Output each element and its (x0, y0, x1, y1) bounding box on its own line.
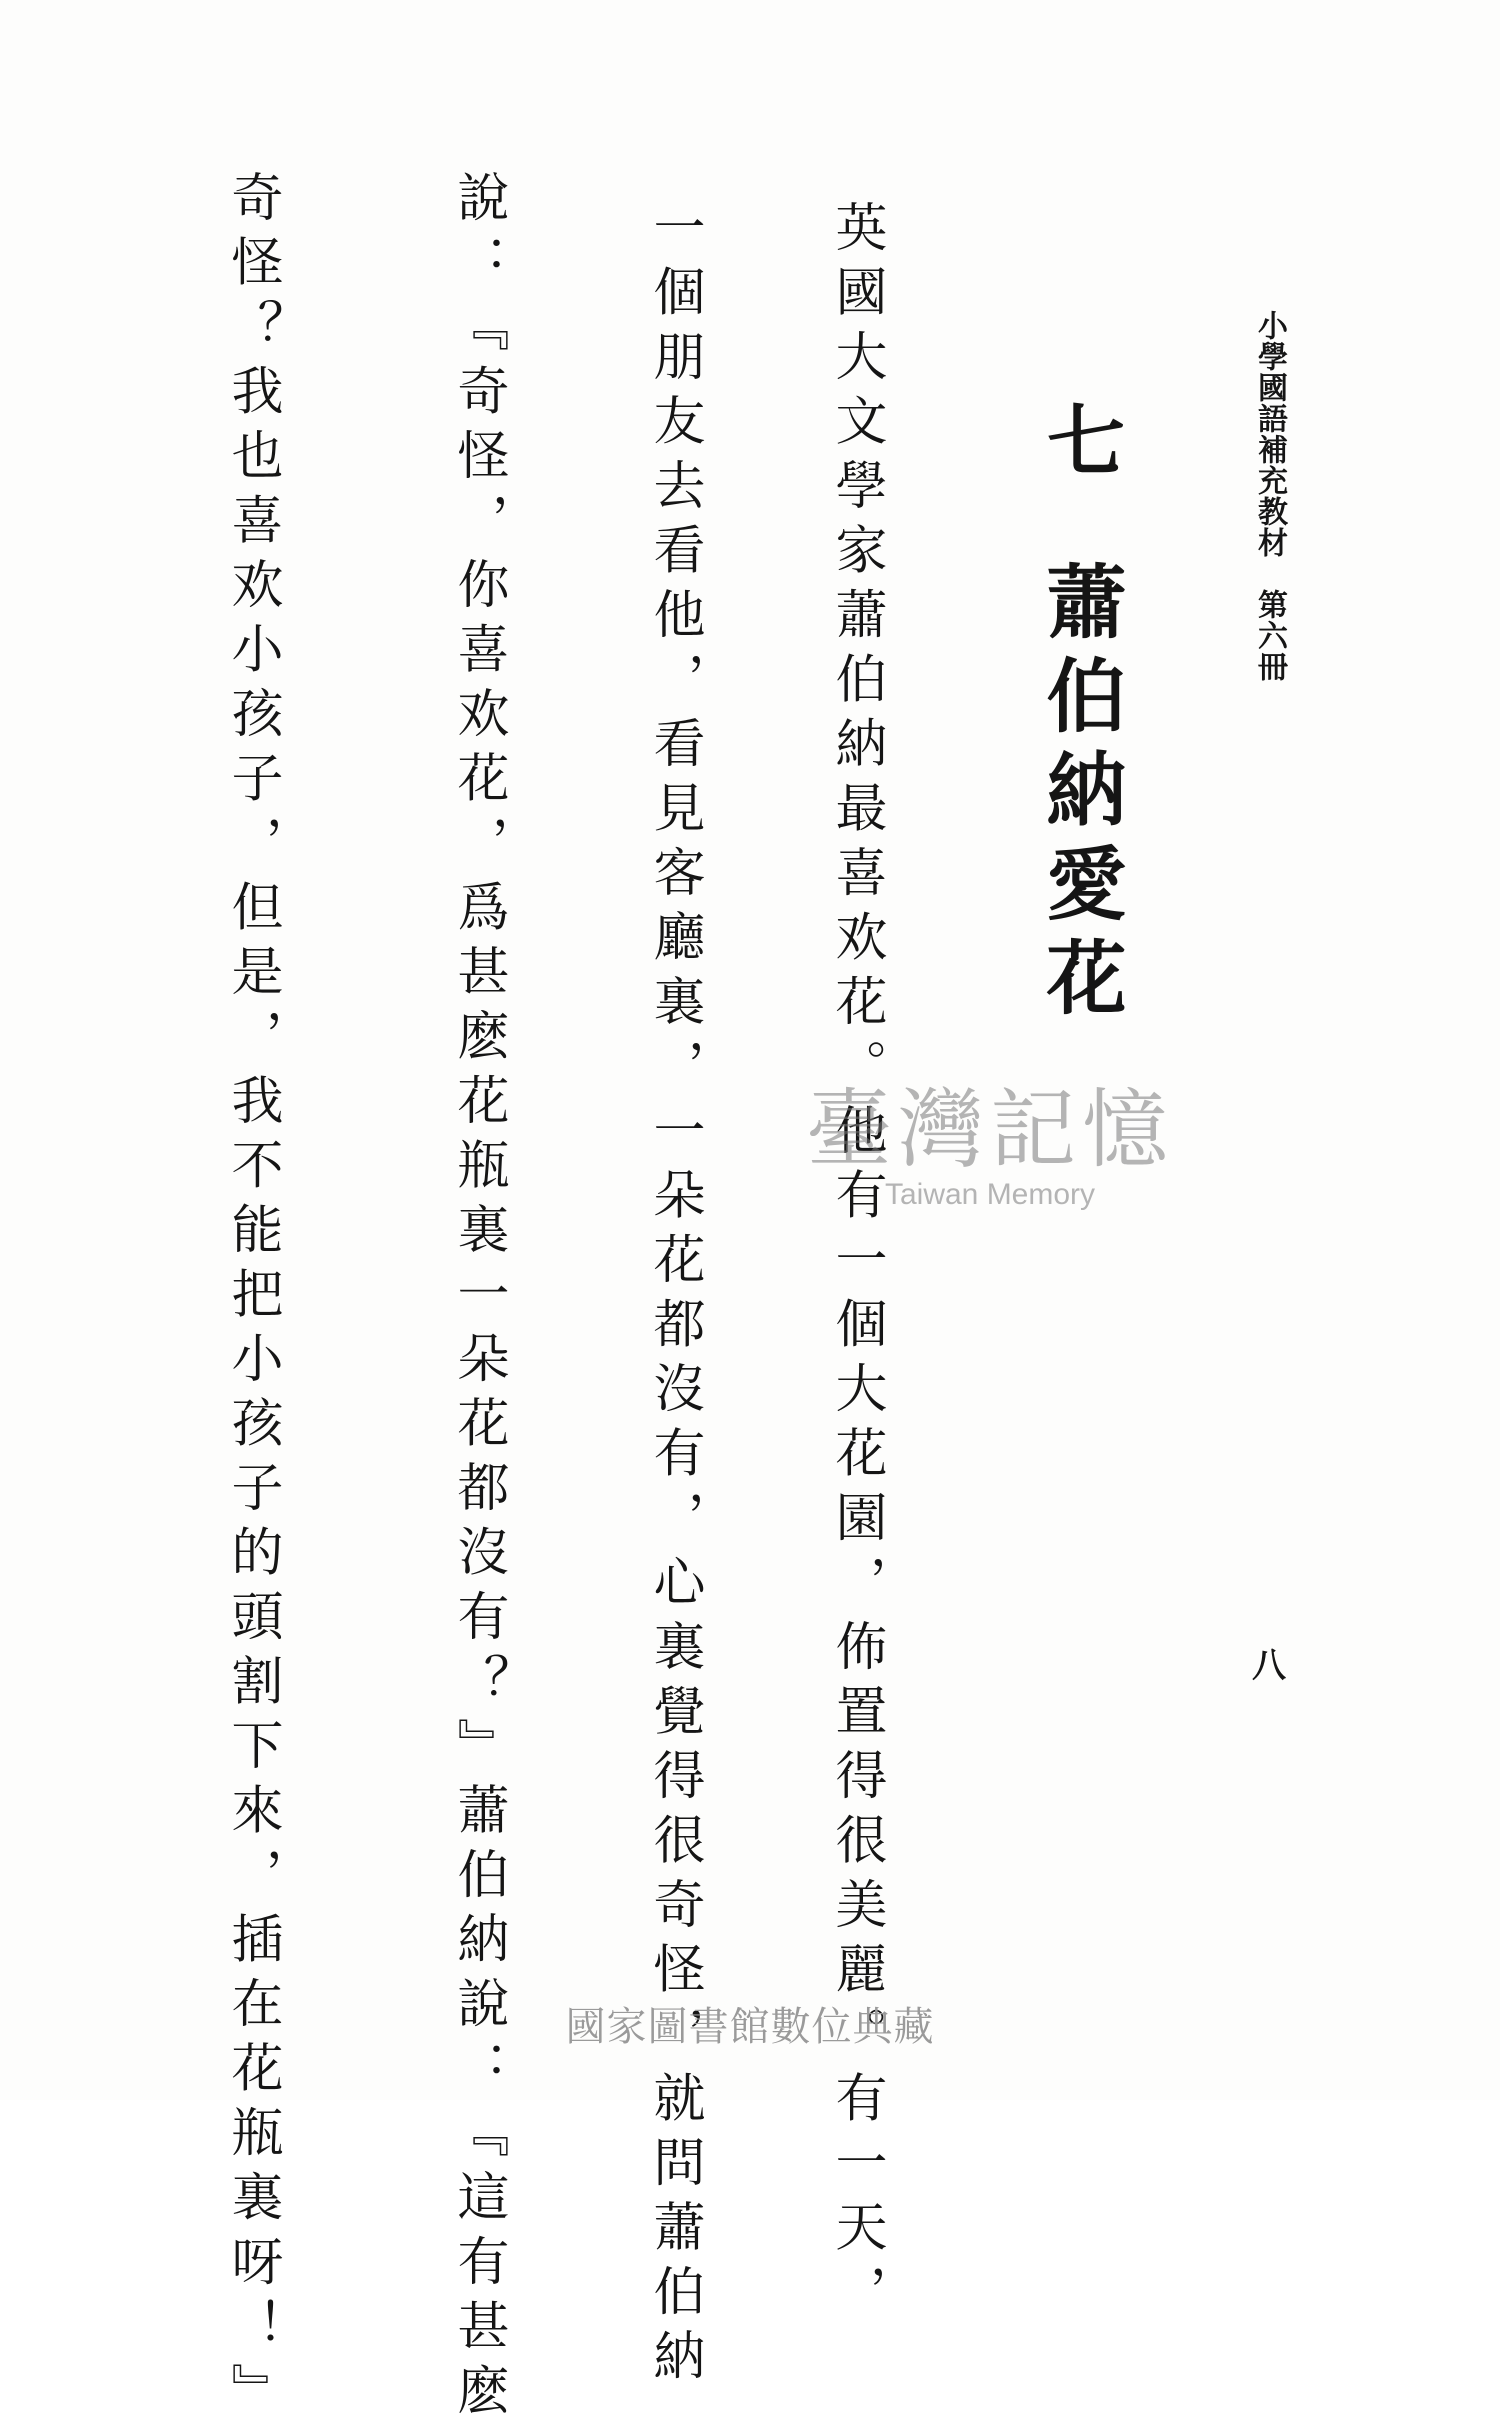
body-column-2: 一個朋友去看他，看見客廳裏，一朵花都沒有，心裏覺得很奇怪，就問蕭伯納 (644, 200, 704, 2393)
watermark-chinese: 臺灣記憶 (806, 1080, 1174, 1180)
running-head: 小學國語補充教材 第六冊 (1252, 310, 1287, 682)
body-column-4: 奇怪？我也喜欢小孩子，但是，我不能把小孩子的頭割下來，插在花瓶裏呀！』 (222, 170, 282, 2428)
body-column-3: 說：『奇怪，你喜欢花，爲甚麽花瓶裏一朵花都沒有？』蕭伯納說：『這有甚麽 (448, 170, 508, 2428)
footer-credit: 國家圖書館數位典藏 (565, 2004, 935, 2050)
lesson-title: 蕭伯納愛花 (1033, 560, 1127, 1030)
page-number: 八 (1252, 1646, 1286, 1686)
lesson-number: 七 (1034, 400, 1125, 478)
body-column-1: 英國大文學家蕭伯納最喜欢花。他有一個大花園，佈置得很美麗。有一天， (826, 200, 886, 2329)
watermark-english: Taiwan Memory (884, 1178, 1096, 1211)
